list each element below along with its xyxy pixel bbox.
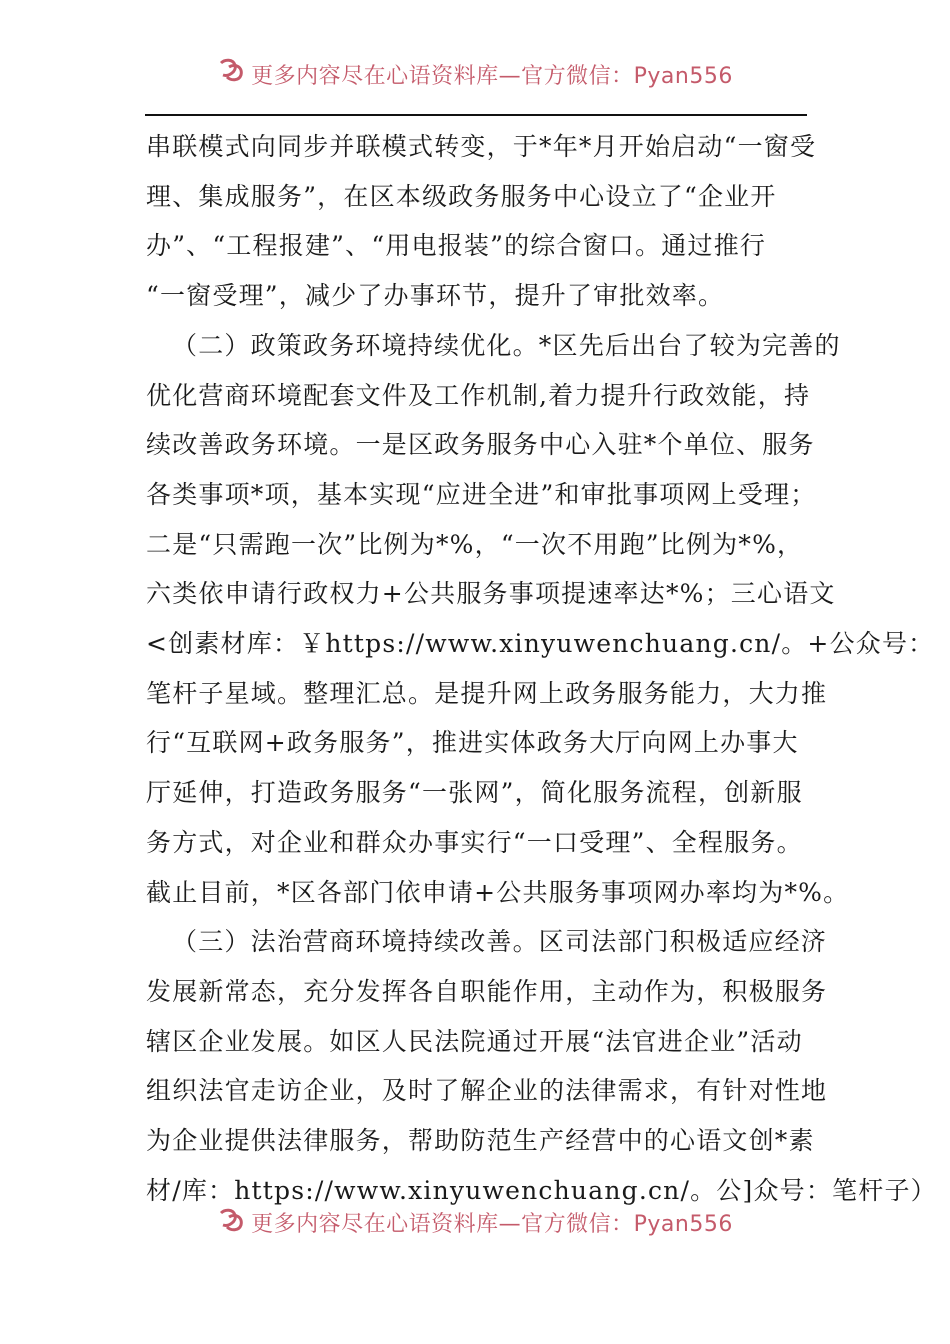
text-line: 辖区企业发展。如区人民法院通过开展“法官进企业”活动: [146, 1026, 803, 1056]
text-line: 务方式，对企业和群众办事实行“一口受理”、全程服务。: [146, 827, 803, 857]
document-body: [146, 122, 937, 1215]
text-line: 六类依申请行政权力+公共服务事项提速率达*%；三心语文: [146, 579, 836, 609]
header-watermark-text: 更多内容尽在心语资料库—官方微信：Pyan556: [251, 63, 733, 89]
text-line: <创素材库：￥https://www.xinyuwenchuang.cn/。+公众号：: [146, 629, 935, 659]
text-line: 厅延伸，打造政务服务“一张网”，简化服务流程，创新服: [146, 778, 803, 808]
text-line: 组织法官走访企业，及时了解企业的法律需求，有针对性地: [146, 1076, 828, 1106]
header-divider: [145, 114, 807, 116]
text-line: “一窗受理”，减少了办事环节，提升了审批效率。: [146, 281, 725, 311]
brand-logo-icon: [217, 57, 247, 83]
text-line: 笔杆子星域。整理汇总。是提升网上政务服务能力，大力推: [146, 678, 828, 708]
text-line: 截止目前，*区各部门依申请+公共服务事项网办率均为*%。: [146, 877, 850, 907]
text-line: 行“互联网+政务服务”，推进实体政务大厅向网上办事大: [146, 728, 799, 758]
footer-watermark-banner: [0, 1200, 950, 1240]
text-line: 各类事项*项，基本实现“应进全进”和审批事项网上受理；: [146, 479, 817, 509]
text-line: （三）法治营商环境持续改善。区司法部门积极适应经济: [172, 927, 828, 957]
brand-logo-icon: [217, 1207, 247, 1233]
text-line: 串联模式向同步并联模式转变，于*年*月开始启动“一窗受: [146, 132, 817, 161]
text-line: 二是“只需跑一次”比例为*%，“一次不用跑”比例为*%，: [146, 529, 804, 559]
text-line: 为企业提供法律服务，帮助防范生产经营中的心语文创*素: [146, 1126, 815, 1156]
text-line: （二）政策政务环境持续优化。*区先后出台了较为完善的: [172, 330, 841, 360]
text-line: 发展新常态，充分发挥各自职能作用，主动作为，积极服务: [146, 976, 828, 1006]
text-line: 办”、“工程报建”、“用电报装”的综合窗口。通过推行: [146, 231, 767, 261]
text-line: 续改善政务环境。一是区政务服务中心入驻*个单位、服务: [146, 430, 815, 460]
footer-watermark-text: 更多内容尽在心语资料库—官方微信：Pyan556: [251, 1211, 733, 1237]
header-watermark-banner: [0, 50, 950, 90]
text-line: 理、集成服务”，在区本级政务服务中心设立了“企业开: [146, 181, 777, 211]
text-line: 材/库：https://www.xinyuwenchuang.cn/。公]众号：笔杆子）: [146, 1175, 937, 1205]
text-line: 优化营商环境配套文件及工作机制,着力提升行政效能，持: [146, 380, 811, 410]
